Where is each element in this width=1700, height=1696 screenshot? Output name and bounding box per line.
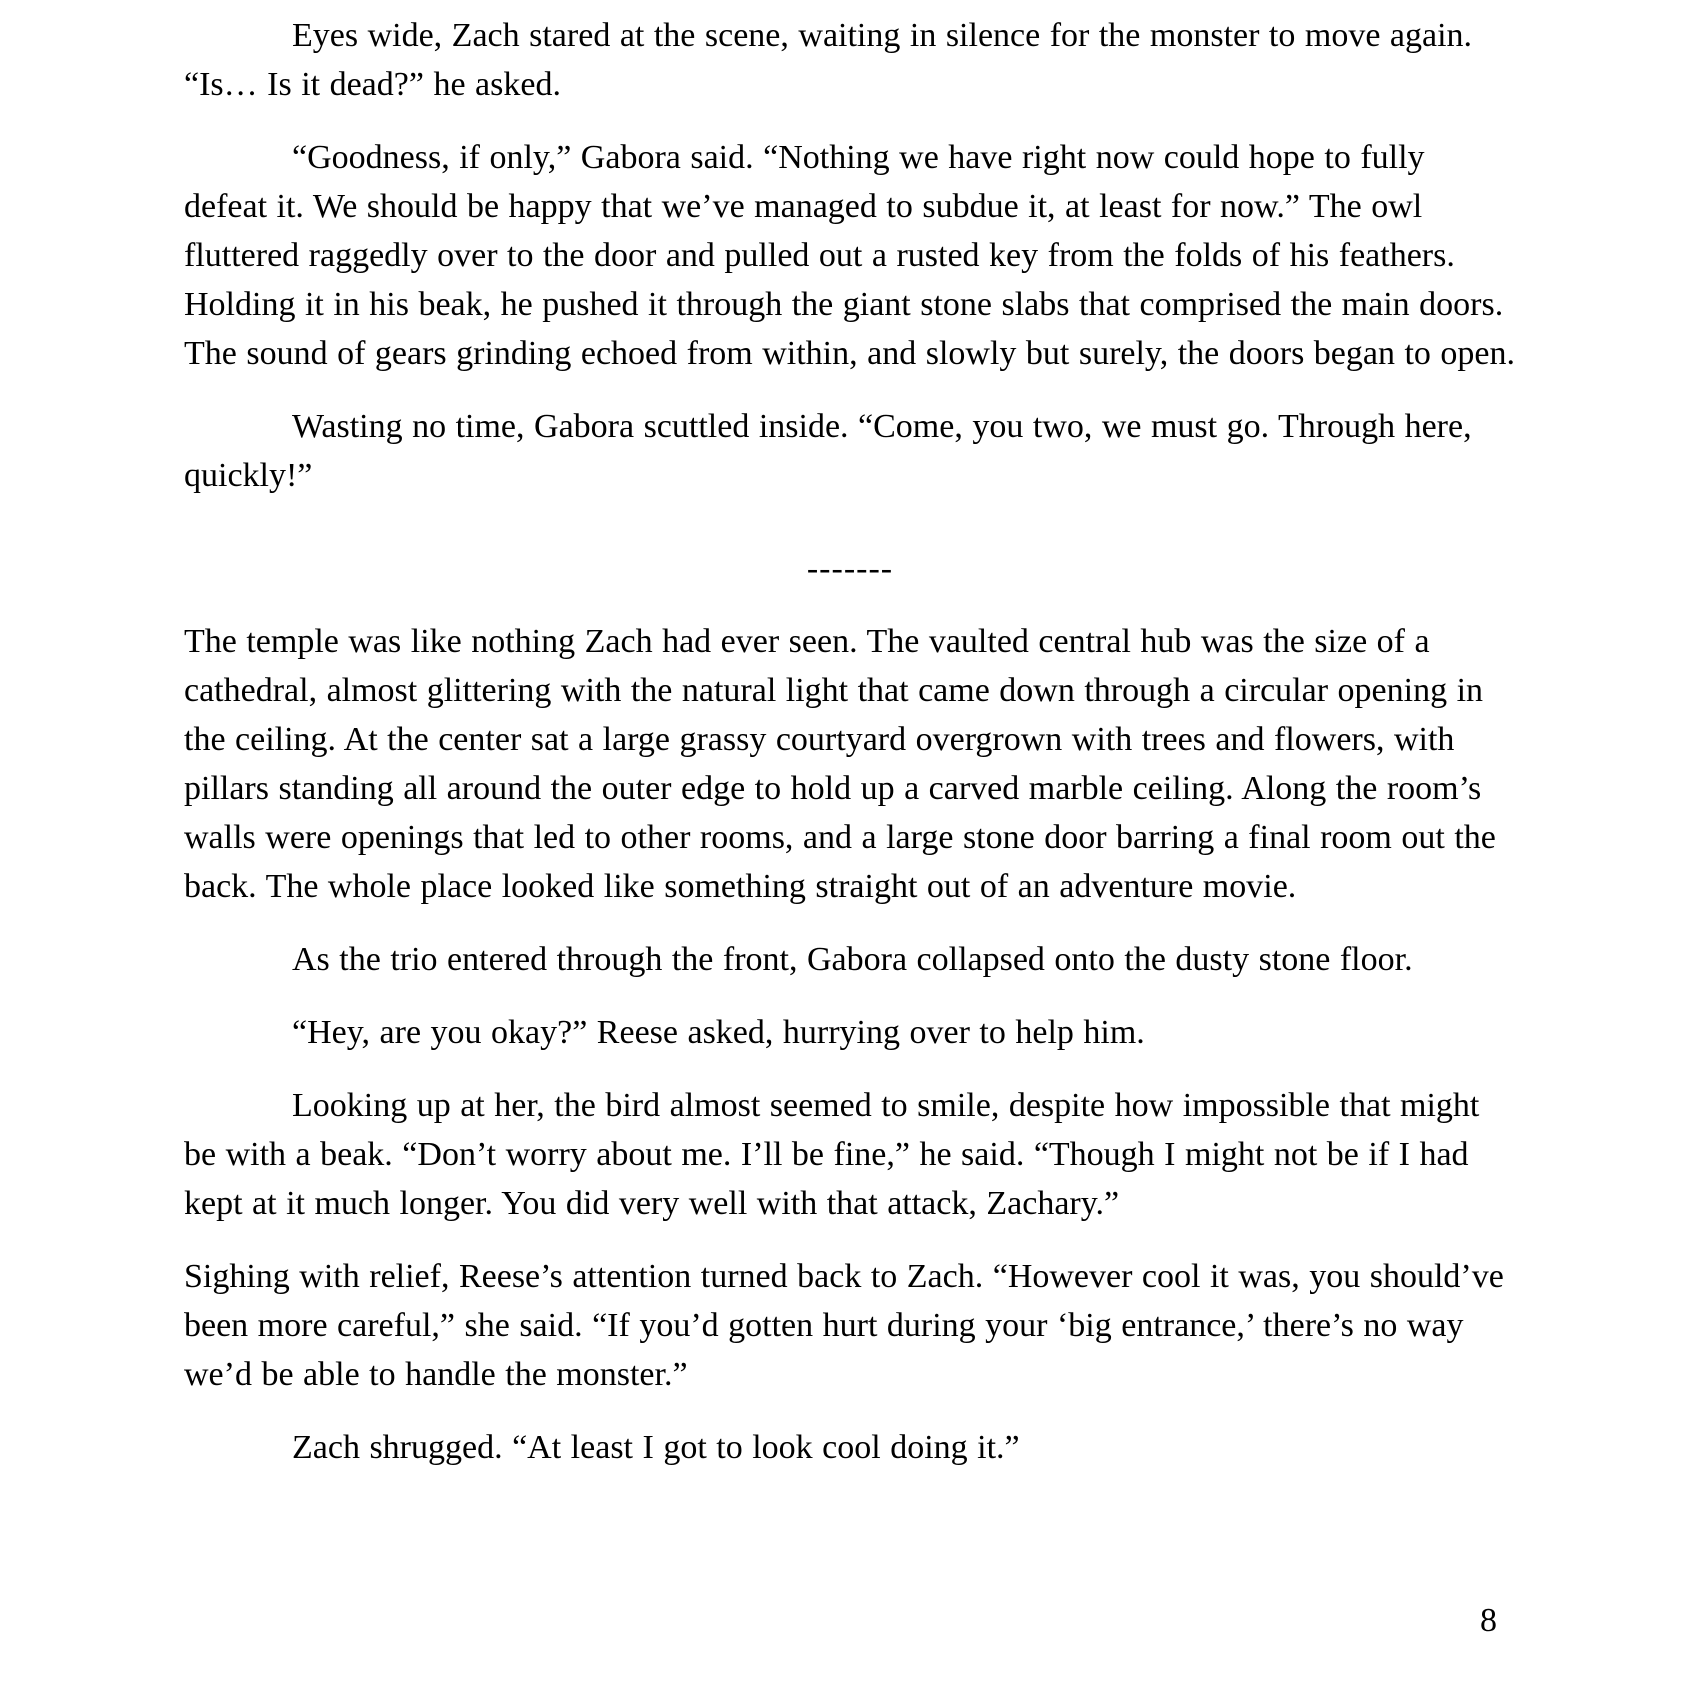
story-paragraph: “Hey, are you okay?” Reese asked, hurrying over to help him. — [292, 1014, 1145, 1051]
story-paragraph: Sighing with relief, Reese’s attention turned back to Zach. “However cool it was, you should’ve been more careful,” she said. “If you’d gotten hurt during your ‘big entrance,’ there’s no way we’d be able to handle the monster.” — [184, 1258, 1504, 1393]
story-paragraph: Wasting no time, Gabora scuttled inside. “Come, you two, we must go. Through here, quickly!” — [184, 408, 1472, 494]
story-paragraph: “Goodness, if only,” Gabora said. “Nothing we have right now could hope to fully defeat it. We should be happy that we’ve managed to subdue it, at least for now.” The owl fluttered raggedly over to the door and pulled out a rusted key from the folds of his feathers. Holding it in his beak, he pushed it through the giant stone slabs that comprised the main doors. The sound of gears grinding echoed from within, and slowly but surely, the doors began to open. — [184, 139, 1516, 372]
page-number: 8 — [1480, 1602, 1497, 1639]
story-paragraph: Eyes wide, Zach stared at the scene, waiting in silence for the monster to move again. “Is… Is it dead?” he asked. — [184, 17, 1473, 103]
story-text-body — [184, 11, 1516, 1496]
story-paragraph: The temple was like nothing Zach had ever seen. The vaulted central hub was the size of a cathedral, almost glittering with the natural light that came down through a circular opening in the ceiling. At the center sat a large grassy courtyard overgrown with trees and flowers, with pillars standing all around the outer edge to hold up a carved marble ceiling. Along the room’s walls were openings that led to other rooms, and a large stone door barring a final room out the back. The whole place looked like something straight out of an adventure movie. — [184, 623, 1496, 905]
story-paragraph: Looking up at her, the bird almost seemed to smile, despite how impossible that might be with a beak. “Don’t worry about me. I’ll be fine,” he said. “Though I might not be if I had kept at it much longer. You did very well with that attack, Zachary.” — [184, 1087, 1480, 1222]
scene-break-divider: ------- — [806, 550, 894, 587]
story-paragraph: As the trio entered through the front, Gabora collapsed onto the dusty stone floor. — [292, 941, 1413, 978]
story-paragraph: Zach shrugged. “At least I got to look cool doing it.” — [292, 1429, 1020, 1466]
